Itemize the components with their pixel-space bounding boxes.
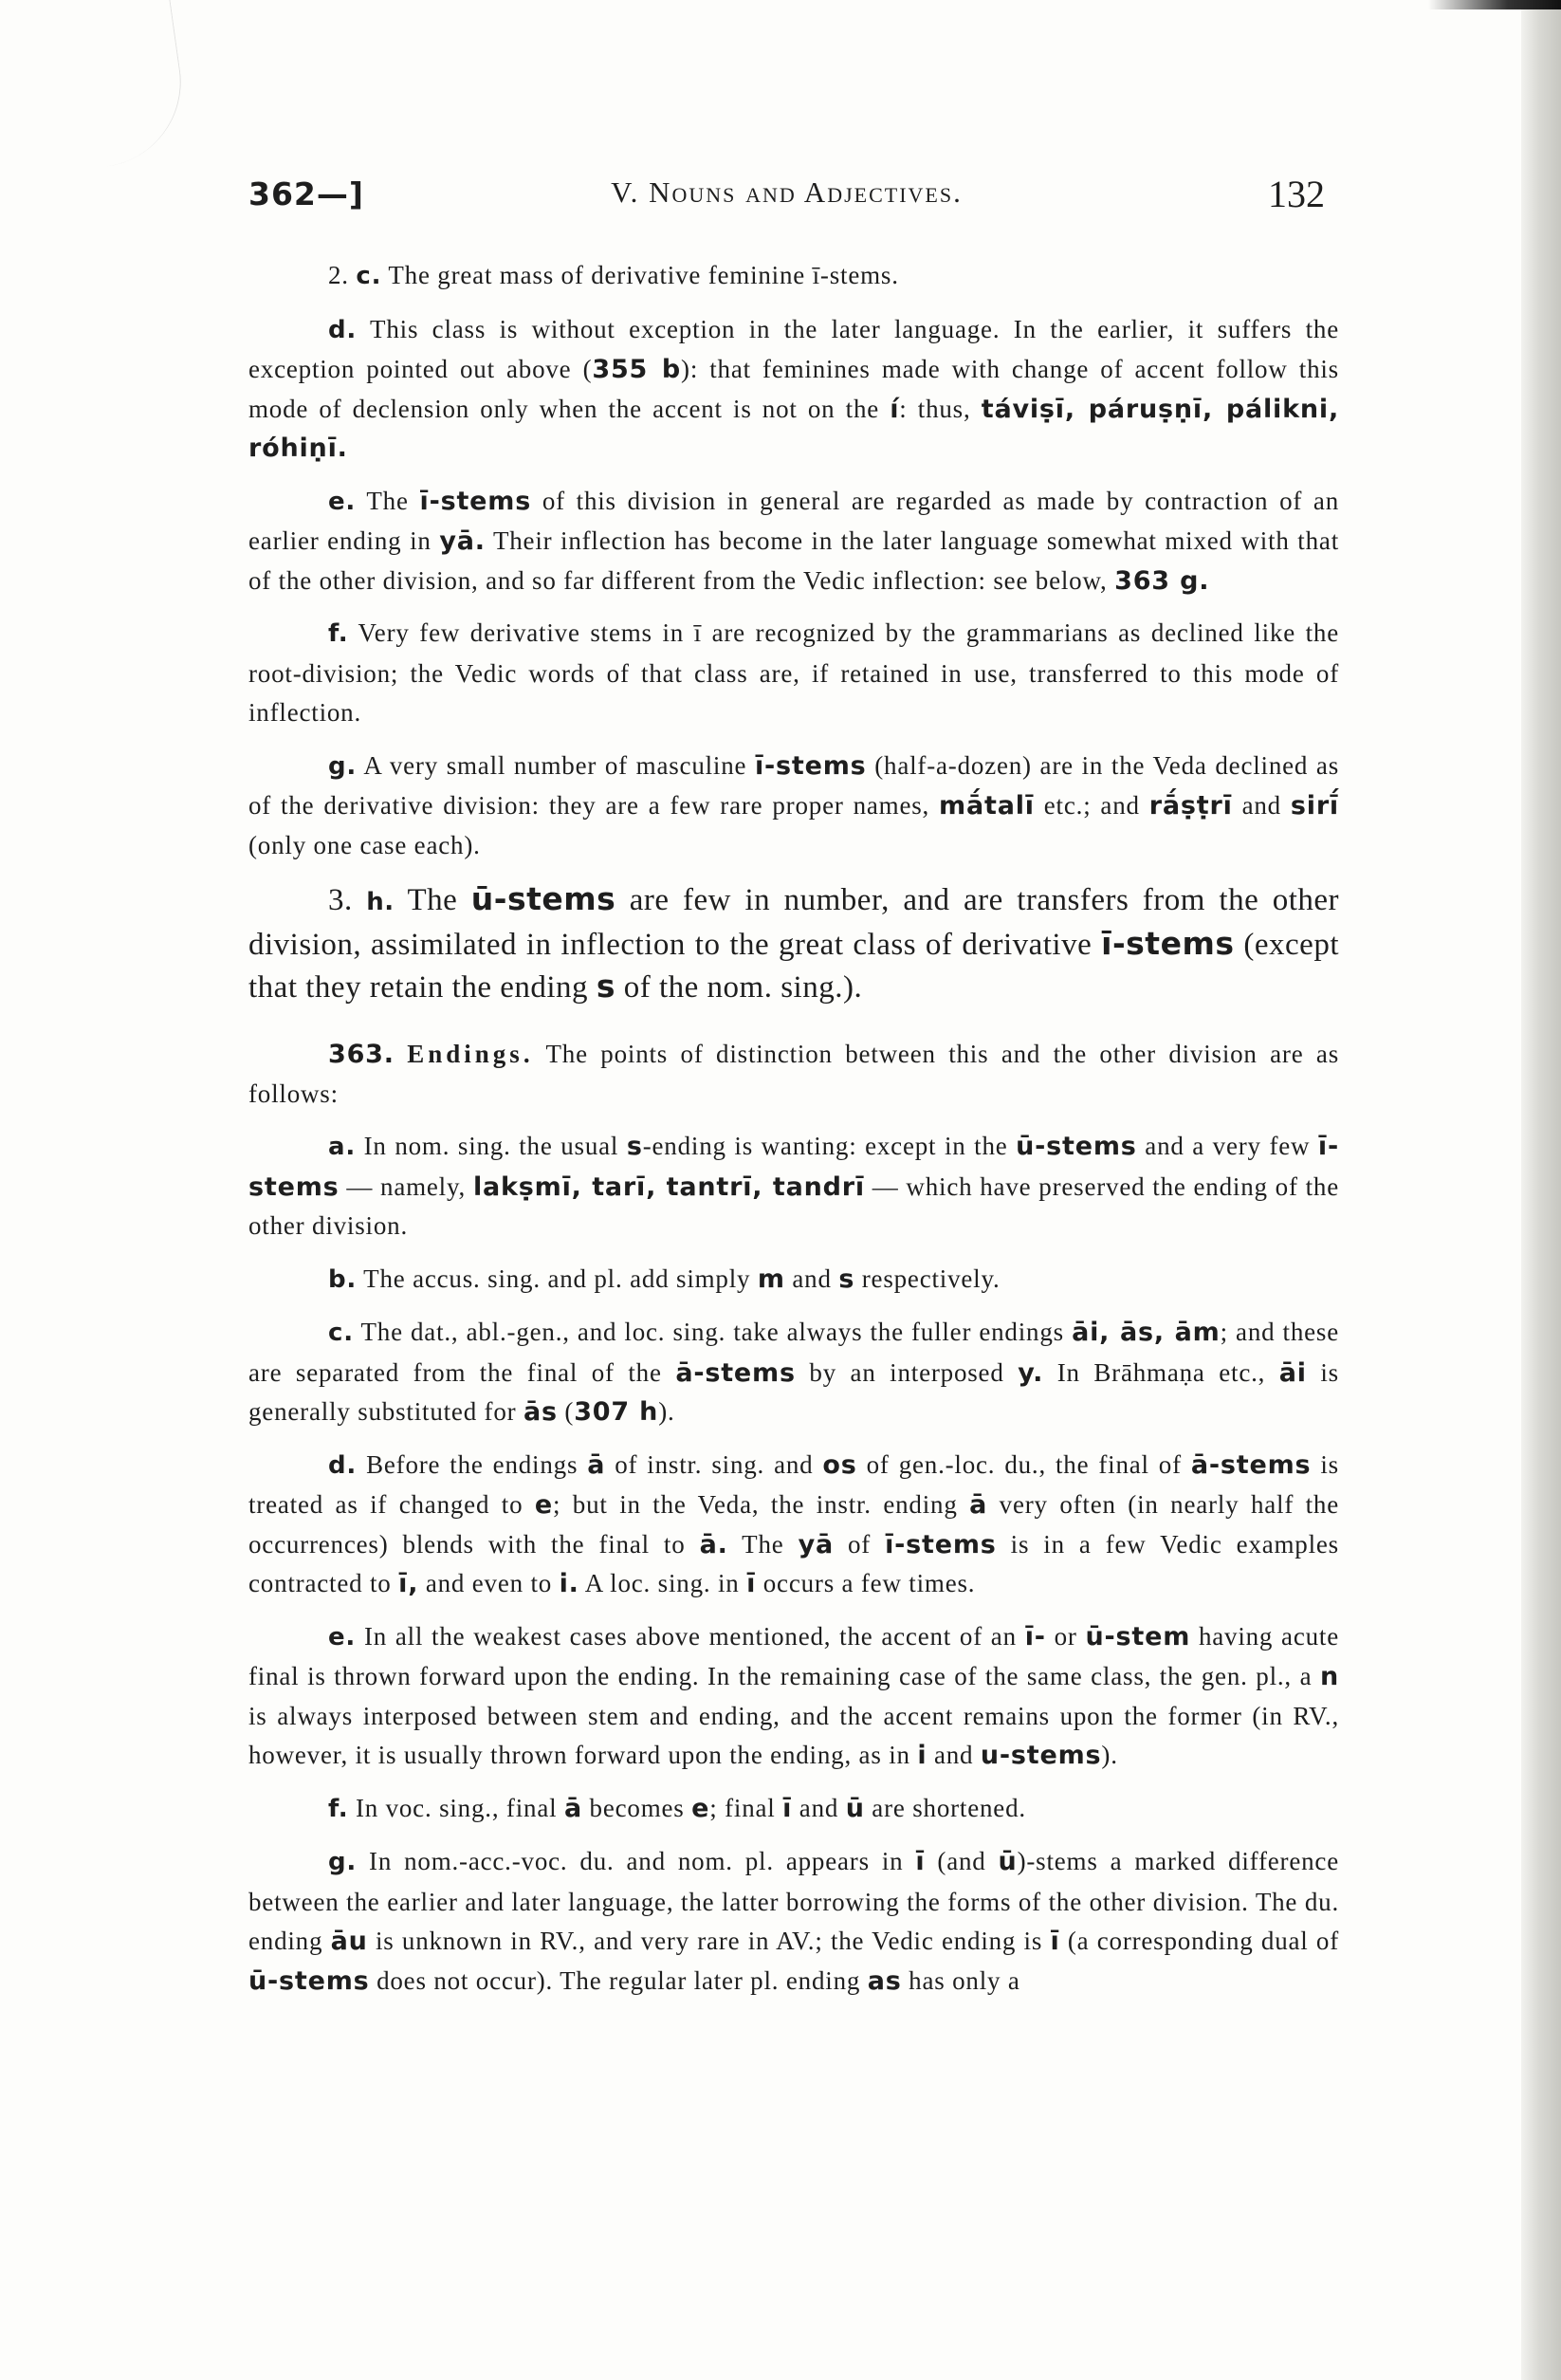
paragraph-363g: g. In nom.-acc.-voc. du. and nom. pl. appears in ī (and ū)-stems a marked difference between the earlier and later language, the latter borrowing the forms of the other division. The du. ending āu is unknown in RV., and very rare in AV.; the Vedic ending is ī (a corresponding dual of ū-stems does not occur). The regular later pl. ending as has only a	[248, 1847, 1339, 1996]
paragraph-f: f. Very few derivative stems in ī are recognized by the grammarians as declined like the root-division; the Vedic words of that class are, if retained in use, transferred to this mode of inflection.	[248, 618, 1339, 727]
paragraph-363c: c. The dat., abl.-gen., and loc. sing. take always the fuller endings āi, ās, ām; and these are separated from the final of the ā-stems by an interposed y. In Brāhmaṇa etc., āi is generally substituted for ās (307 h).	[248, 1318, 1340, 1427]
paragraph-363a: a. In nom. sing. the usual s-ending is wanting: except in the ū-stems and a very few ī-stems — namely, lakṣmī, tarī, tantrī, tandrī — which have preserved the ending of the other division.	[248, 1132, 1340, 1240]
paragraph-g: g. A very small number of masculine ī-stems (half-a-dozen) are in the Veda declined as of the derivative division: they are a few rare proper names, mā́talī etc.; and rā́ṣṭrī and sirī́ (only one case each).	[248, 750, 1340, 859]
cross-reference: 355 b	[592, 355, 682, 384]
section-number: 363.	[328, 1040, 395, 1069]
page-number: 132	[1268, 173, 1325, 215]
paragraph-363f: f. In voc. sing., final ā becomes e; final ī and ū are shortened.	[328, 1793, 1026, 1823]
cross-reference: 307 h	[574, 1397, 659, 1427]
running-header	[248, 175, 1325, 223]
page-edge-top-shadow	[1428, 0, 1561, 9]
section-title: Endings.	[407, 1040, 534, 1068]
paragraph-d: d. This class is without exception in the later language. In the earlier, it suffers the exception pointed out above (355 b): that feminines made with change of accent follow this mode of declension only when the accent is not on the í: thus, táviṣī, páruṣṇī, pálikni, róhiṇī.	[248, 314, 1339, 463]
paragraph-363e: e. In all the weakest cases above mentioned, the accent of an ī- or ū-stem having acute final is thrown forward upon the ending. In the remaining case of the same class, the gen. pl., a n is always interposed between stem and ending, and the accent remains upon the former (in RV., however, it is usually thrown forward upon the ending, as in i and u-stems).	[248, 1621, 1339, 1770]
cross-reference: 363 g.	[1114, 565, 1210, 596]
paragraph-2c: 2. c. The great mass of derivative feminine ī-stems.	[328, 261, 899, 290]
paragraph-363b: b. The accus. sing. and pl. add simply m and s respectively.	[328, 1264, 1001, 1294]
running-title: V. Nouns and Adjectives.	[611, 175, 963, 209]
paper-crease	[84, 0, 193, 167]
page-body	[248, 256, 1339, 2014]
paragraph-3h: 3. h. The ū-stems are few in number, and are transfers from the other division, assimilated in inflection to the great class of derivative ī-stems (except that they retain the ending s of the nom. sing.).	[248, 880, 1340, 1005]
section-363-heading: 363. Endings. The points of distinction between this and the other division are as follows:	[248, 1040, 1340, 1108]
section-reference: 362—]	[248, 175, 364, 212]
paragraph-363d: d. Before the endings ā of instr. sing. and os of gen.-loc. du., the final of ā-stems is treated as if changed to e; but in the Veda, the instr. ending ā very often (in nearly half the occurrences) blends with the final to ā. The yā of ī-stems is in a few Vedic examples contracted to ī, and even to i. A loc. sing. in ī occurs a few times.	[248, 1449, 1339, 1598]
page-edge-shadow	[1521, 0, 1561, 2380]
paragraph-e: e. The ī-stems of this division in general are regarded as made by contraction of an earlier ending in yā. Their inflection has become in the later language somewhat mixed with that of the other division, and so far different from the Vedic inflection: see below, 363 g.	[248, 486, 1340, 596]
